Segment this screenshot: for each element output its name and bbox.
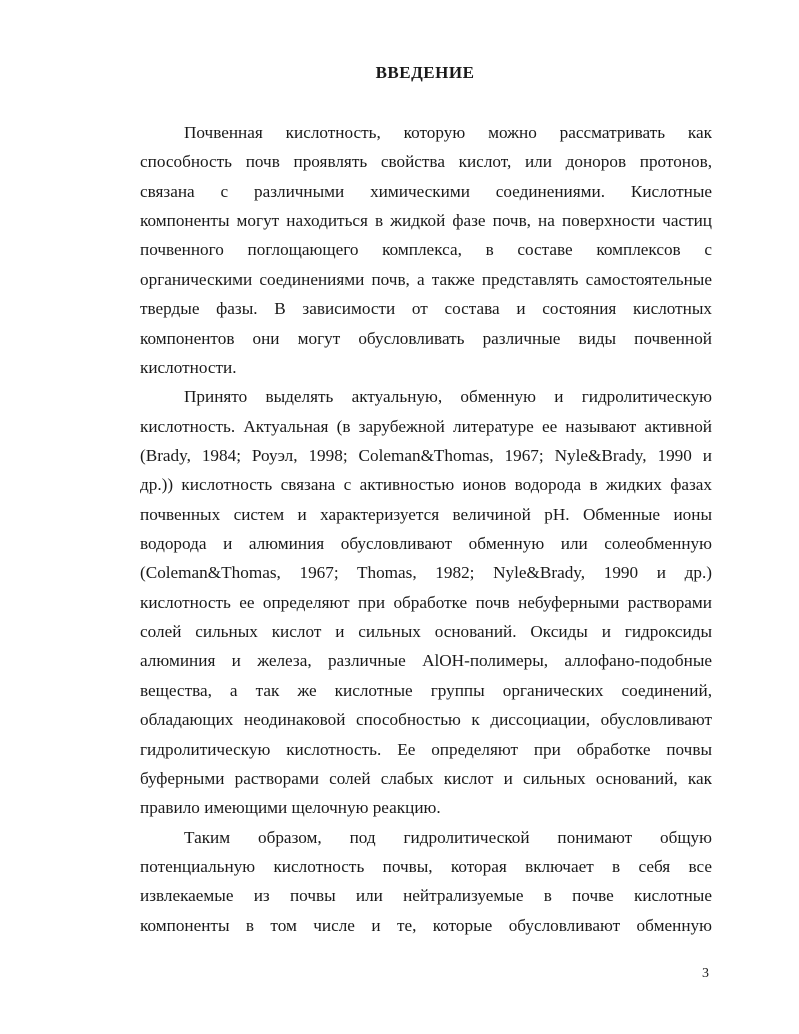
text-line: Почвенная кислотность, которую можно рассматривать как bbox=[184, 123, 712, 142]
text-line: компоненты в том числе и те, которые обусловливают обменную bbox=[140, 915, 712, 935]
text-line: способность почв проявлять свойства кислот, или доноров протонов, bbox=[140, 152, 712, 172]
section-title: ВВЕДЕНИЕ bbox=[375, 63, 475, 82]
paragraph bbox=[140, 121, 712, 385]
text-line: кислотность. Актуальная (в зарубежной литературе ее называют активной bbox=[140, 416, 712, 436]
text-line: правило имеющими щелочную реакцию. bbox=[140, 798, 441, 818]
text-line: компоненты могут находиться в жидкой фазе почв, на поверхности частиц bbox=[140, 211, 712, 231]
text-line: извлекаемые из почвы или нейтрализуемые в почве кислотные bbox=[140, 886, 712, 906]
text-line: гидролитическую кислотность. Ее определяют при обработке почвы bbox=[140, 739, 712, 759]
text-line: почвенного поглощающего комплекса, в составе комплексов с bbox=[140, 240, 712, 260]
document-body bbox=[140, 121, 712, 943]
text-line: вещества, а так же кислотные группы органических соединений, bbox=[140, 680, 712, 700]
page-number: 3 bbox=[702, 966, 709, 981]
text-line: почвенных систем и характеризуется величиной pH. Обменные ионы bbox=[140, 504, 712, 524]
text-line: связана с различными химическими соединениями. Кислотные bbox=[140, 181, 712, 201]
text-line: (Coleman&Thomas, 1967; Thomas, 1982; Nyle&Brady, 1990 и др.) bbox=[140, 563, 712, 583]
text-line: компонентов они могут обусловливать различные виды почвенной bbox=[140, 328, 712, 348]
text-line: Принято выделять актуальную, обменную и гидролитическую bbox=[184, 387, 712, 407]
paragraph bbox=[140, 385, 712, 825]
text-line: потенциальную кислотность почвы, которая включает в себя все bbox=[140, 856, 712, 876]
text-line: кислотности. bbox=[140, 357, 237, 377]
text-line: кислотность ее определяют при обработке почв небуферными растворами bbox=[140, 592, 712, 612]
text-line: обладающих неодинаковой способностью к диссоциации, обусловливают bbox=[140, 710, 712, 730]
text-line: органическими соединениями почв, а также представлять самостоятельные bbox=[140, 269, 712, 289]
text-line: водорода и алюминия обусловливают обменную или солеобменную bbox=[140, 534, 712, 554]
text-line: Таким образом, под гидролитической понимают общую bbox=[184, 827, 712, 847]
text-line: твердые фазы. В зависимости от состава и состояния кислотных bbox=[140, 299, 712, 319]
text-line: (Brady, 1984; Роуэл, 1998; Coleman&Thomas, 1967; Nyle&Brady, 1990 и bbox=[140, 445, 712, 465]
text-line: др.)) кислотность связана с активностью ионов водорода в жидких фазах bbox=[140, 475, 712, 495]
text-line: алюминия и железа, различные AlOH-полимеры, аллофано-подобные bbox=[140, 651, 712, 671]
text-line: солей сильных кислот и сильных оснований. Оксиды и гидроксиды bbox=[140, 622, 712, 642]
paragraph bbox=[140, 826, 712, 943]
text-line: буферными растворами солей слабых кислот и сильных оснований, как bbox=[140, 768, 712, 788]
